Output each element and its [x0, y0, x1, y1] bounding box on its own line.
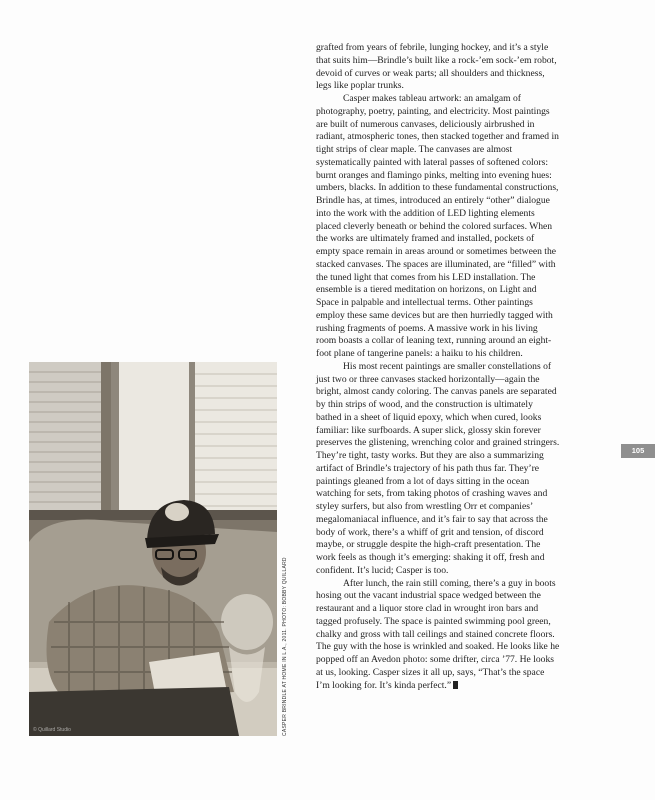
photo-credit-caption: CASPER BRINDLE AT HOME IN L.A., 2011. PHOTO: BOBBY QUILLARD	[282, 557, 288, 736]
article-paragraph: His most recent paintings are smaller constellations of just two or three canvases stacked horizontally—again the bright, almost candy coloring. The canvas panels are separated by thin strips of wood, and the construction is ultimately bathed in a sheet of liquid epoxy, which when cured, looks familiar: like surfboards. A super slick, glossy skin forever preserves the glistening, wrenching color and grained stringers. They’re tight, tasty works. But they are also a summarizing artifact of Brindle’s trajectory of his path thus far. They’re paintings gleaned from a lot of days sitting in the ocean watching for sets, from taking photos of crashing waves and styley surfers, but also from wrestling Orr et companies’ megalomaniacal influence, and it’s fair to say that across the body of work, there’s a whiff of grit and tension, of discord maybe, or struggle despite the high-craft presentation. The work feels as though it’s emerging: shaking it off, fresh and confident. It’s lucid; Casper is too.	[316, 360, 560, 576]
portrait-illustration	[29, 362, 277, 736]
article-body	[316, 42, 560, 692]
artist-portrait-photo	[29, 362, 277, 736]
article-paragraph: grafted from years of febrile, lunging hockey, and it’s a style that suits him—Brindle’s built like a rock-’em sock-’em robot, devoid of curves or weak parts; all shoulders and thickness, legs like poplar trunks.	[316, 42, 557, 92]
article-paragraph-text: After lunch, the rain still coming, there’s a guy in boots hosing out the vacant industrial space wedged between the restaurant and a liquor store clad in wrought iron bars and tagged profusely. The space is painted swimming pool green, chalky and gross with tall ceilings and stained concrete floors. The guy with the hose is wrinkled and soaked. He looks like he popped off an Avedon photo: some drifter, circa ’77. He looks at us, looking. Casper sizes it all up, says, “That’s the space I’m looking for. It’s kinda perfect.”	[316, 577, 560, 691]
photo-watermark: © Quillard Studio	[33, 727, 71, 733]
article-paragraph	[316, 578, 560, 693]
page-number-tab: 105	[621, 444, 655, 458]
end-of-article-mark	[453, 681, 458, 689]
article-paragraph: Casper makes tableau artwork: an amalgam of photography, poetry, painting, and electricity. Most paintings are built of numerous canvases, deliciously airbrushed in radiant, atmospheric tones, then stacked together and framed in tight strips of clear maple. The canvases are almost systematically painted with lateral passes of softened colors: burnt oranges and flamingo pinks, melting into evening hues: umbers, blacks. In addition to these fundamental constructions, Brindle has, at times, introduced an entirely “other” dialogue into the work with the addition of LED lighting elements placed cleverly beneath or behind the colored surfaces. When the works are ultimately framed and installed, pockets of empty space remain in areas around or sometimes between the stacked canvases. The spaces are illuminated, are “filled” with the tuned light that comes from his LED installation. The ensemble is a tiered meditation on horizons, on Light and Space in palpable and intellectual terms. Other paintings employ these same devices but are then hurriedly tagged with rushing fragments of poems. A massive work in his living room boasts a collar of leaning text, running around an eight-foot plane of tangerine panels: a haiku to his children.	[316, 93, 559, 359]
